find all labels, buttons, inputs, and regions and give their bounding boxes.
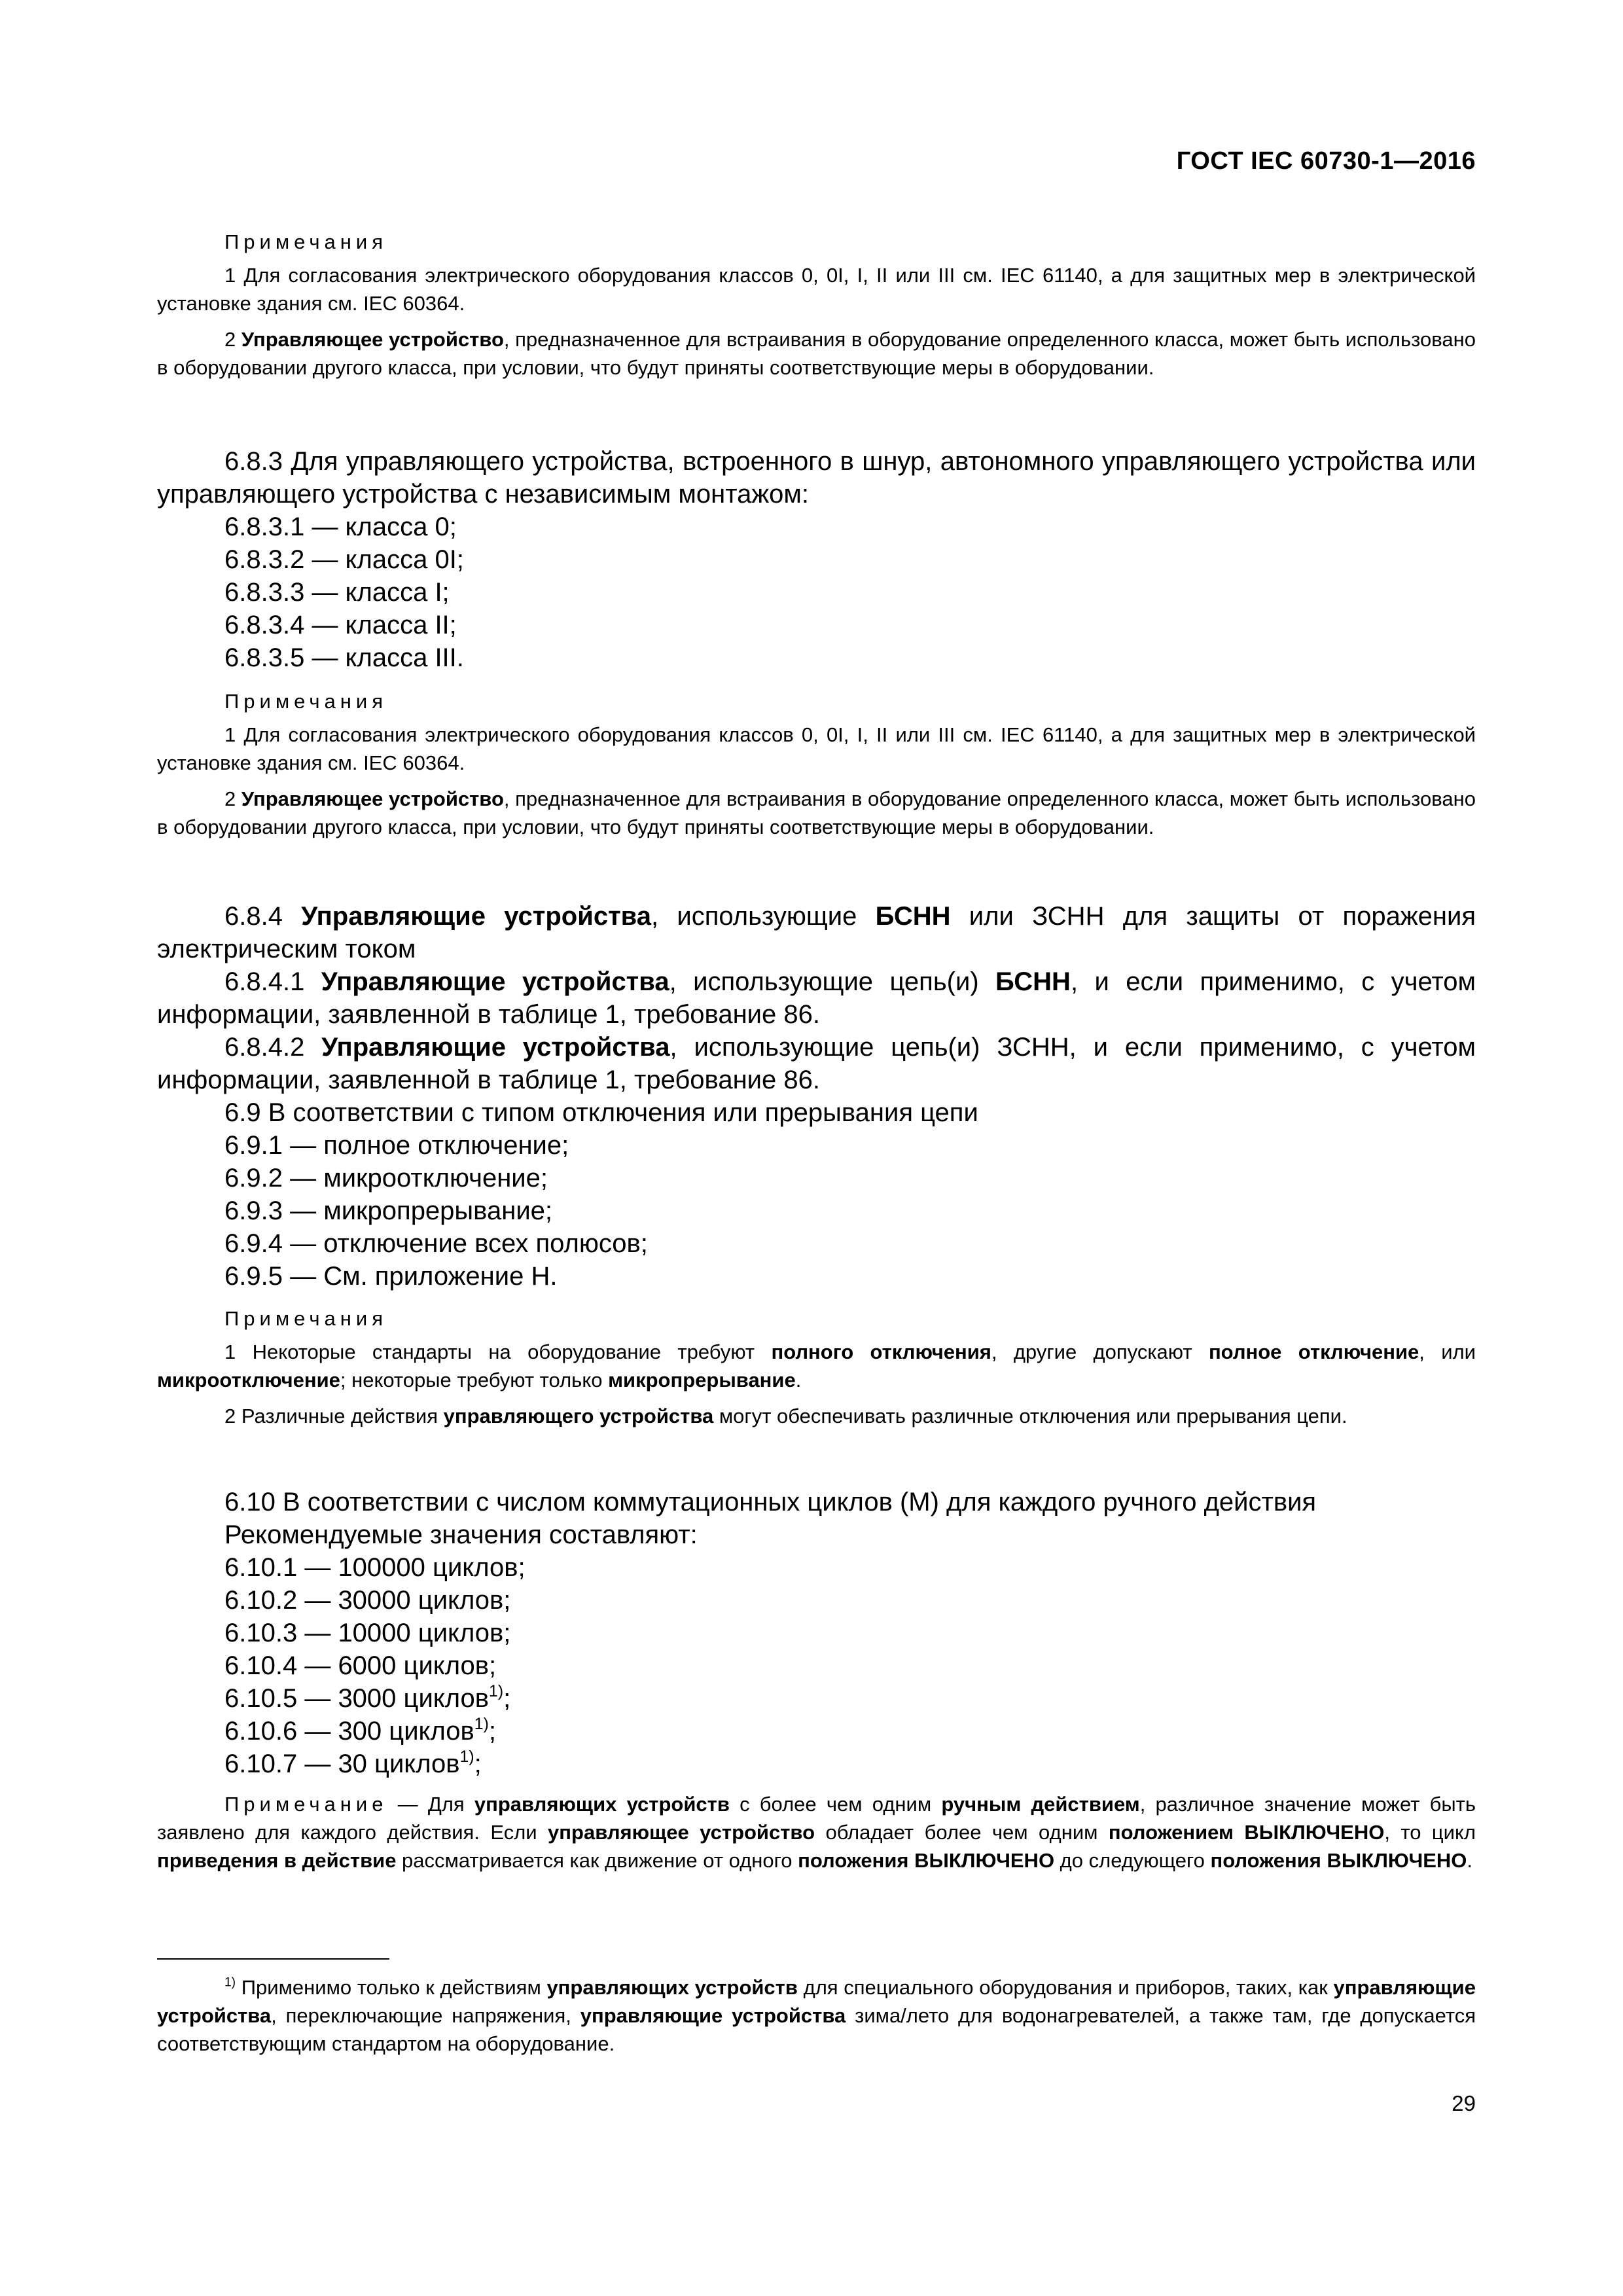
document-page [157, 0, 1476, 2296]
term: Управляющие устройства [321, 1033, 670, 1062]
clause-text: 6.10 В соответствии с числом коммутационных циклов (М) для каждого ручного действия [224, 1488, 1317, 1516]
footnote-ref[interactable]: 1) [489, 1682, 504, 1700]
term: Управляющее устройство [241, 328, 504, 351]
list-item: 6.10.6 — 300 циклов$^{1)}$; [224, 1715, 496, 1746]
term: БСНН [995, 967, 1071, 996]
class-list [157, 511, 1476, 674]
list-item: 6.10.7 — 30 циклов$^{1)}$; [224, 1748, 482, 1778]
list-item: 6.10.3 — 10000 циклов; [224, 1619, 511, 1647]
notes-block-2 [157, 687, 1476, 841]
clause-text: 6.8.4.1 Управляющие устройства, использующие цепь(и) БСНН, и если применимо, с учетом информации, заявленной в таблице 1, требование 86. [157, 967, 1476, 1029]
term: Управляющие устройства [301, 902, 651, 931]
note-paragraph: 1 Для согласования электрического оборудования классов 0, 0I, I, II или III см. IEC 61140, а для защитных мер в электрической установке здания см. IEC 60364. [157, 264, 1476, 315]
notes-heading: Примечания [224, 230, 387, 253]
clause-text: 6.8.4 Управляющие устройства, использующие БСНН или ЗСНН для защиты от поражения электрическим током [157, 902, 1476, 963]
clause-text: 6.9 В соответствии с типом отключения или прерывания цепи [224, 1098, 978, 1127]
page-number: 29 [1452, 2091, 1476, 2115]
notes-heading: Примечания [224, 690, 387, 713]
list-item: 6.9.4 — отключение всех полюсов; [224, 1229, 648, 1258]
footnote-ref[interactable]: 1) [474, 1715, 489, 1733]
list-item: 6.10.5 — 3000 циклов$^{1)}$; [224, 1682, 511, 1713]
cycles-list [157, 1518, 1476, 1780]
list-item: 6.8.3.3 — класса I; [224, 578, 450, 607]
disconnection-list [157, 1129, 1476, 1293]
list-item: 6.8.3.1 — класса 0; [224, 512, 457, 541]
list-item: 6.9.1 — полное отключение; [224, 1131, 569, 1160]
footnote [157, 1973, 1476, 2058]
list-item: 6.8.3.2 — класса 0I; [224, 545, 464, 574]
notes-heading: Примечания [224, 1307, 387, 1330]
term: Управляющее устройство [241, 787, 504, 810]
note-paragraph: Примечание — Для управляющих устройств с более чем одним ручным действием, различное значение может быть заявлено для каждого действия. Если управляющее устройство обладает более чем одним положением ВЫКЛЮЧЕНО, то цикл приведения в действие рассматривается как движение от одного положения ВЫКЛЮЧЕНО до следующего положения ВЫКЛЮЧЕНО. [157, 1793, 1476, 1872]
section-6-8-4 [157, 900, 1476, 1293]
clause-text: 6.8.4.2 Управляющие устройства, использующие цепь(и) ЗСНН, и если применимо, с учетом информации, заявленной в таблице 1, требование 86. [157, 1033, 1476, 1094]
clause-text: 6.8.3 Для управляющего устройства, встроенного в шнур, автономного управляющего устройства или управляющего устройства с независимым монтажом: [157, 447, 1476, 509]
note-block-4 [157, 1790, 1476, 1874]
list-item: 6.8.3.5 — класса III. [224, 643, 464, 672]
notes-block-3 [157, 1304, 1476, 1430]
section-6-10 [157, 1486, 1476, 1780]
note-paragraph: 1 Некоторые стандарты на оборудование требуют полного отключения, другие допускают полное отключение, или микроотключение; некоторые требуют только микропрерывание. [157, 1340, 1476, 1391]
list-item: 6.10.2 — 30000 циклов; [224, 1586, 511, 1615]
standard-header: ГОСТ IEC 60730-1—2016 [1176, 147, 1476, 175]
list-intro: Рекомендуемые значения составляют: [224, 1520, 698, 1549]
note-paragraph: 2 Различные действия управляющего устройства могут обеспечивать различные отключения или прерывания цепи. [224, 1405, 1347, 1427]
note-heading: Примечание [224, 1793, 388, 1816]
note-paragraph: 2 Управляющее устройство, предназначенное для встраивания в оборудование определенного класса, может быть использовано в оборудовании другого класса, при условии, что будут приняты соответствующие меры в оборудовании. [157, 787, 1476, 838]
section-6-8-3 [157, 445, 1476, 674]
footnote-text: $^{1)}$ Применимо только к действиям управляющих устройств для специального оборудования и приборов, таких, как управляющие устройства, переключающие напряжения, управляющие устройства зима/лето для водонагревателей, а также там, где допускается соответствующим стандартом на оборудование. [157, 1975, 1476, 2055]
footnote-mark: 1) [224, 1975, 236, 1990]
term: БСНН [875, 902, 951, 931]
term: Управляющие устройства [321, 967, 669, 996]
footnote-ref[interactable]: 1) [459, 1748, 474, 1766]
list-item: 6.10.1 — 100000 циклов; [224, 1553, 526, 1582]
note-paragraph: 1 Для согласования электрического оборудования классов 0, 0I, I, II или III см. IEC 61140, а для защитных мер в электрической установке здания см. IEC 60364. [157, 723, 1476, 774]
list-item: 6.9.2 — микроотключение; [224, 1164, 548, 1193]
note-paragraph: 2 Управляющее устройство, предназначенное для встраивания в оборудование определенного класса, может быть использовано в оборудовании другого класса, при условии, что будут приняты соответствующие меры в оборудовании. [157, 328, 1476, 379]
notes-block-1 [157, 228, 1476, 382]
list-item: 6.10.4 — 6000 циклов; [224, 1651, 497, 1680]
list-item: 6.8.3.4 — класса II; [224, 611, 457, 639]
list-item: 6.9.5 — См. приложение Н. [224, 1262, 558, 1291]
list-item: 6.9.3 — микропрерывание; [224, 1196, 553, 1225]
footnote-separator [157, 1958, 389, 1960]
